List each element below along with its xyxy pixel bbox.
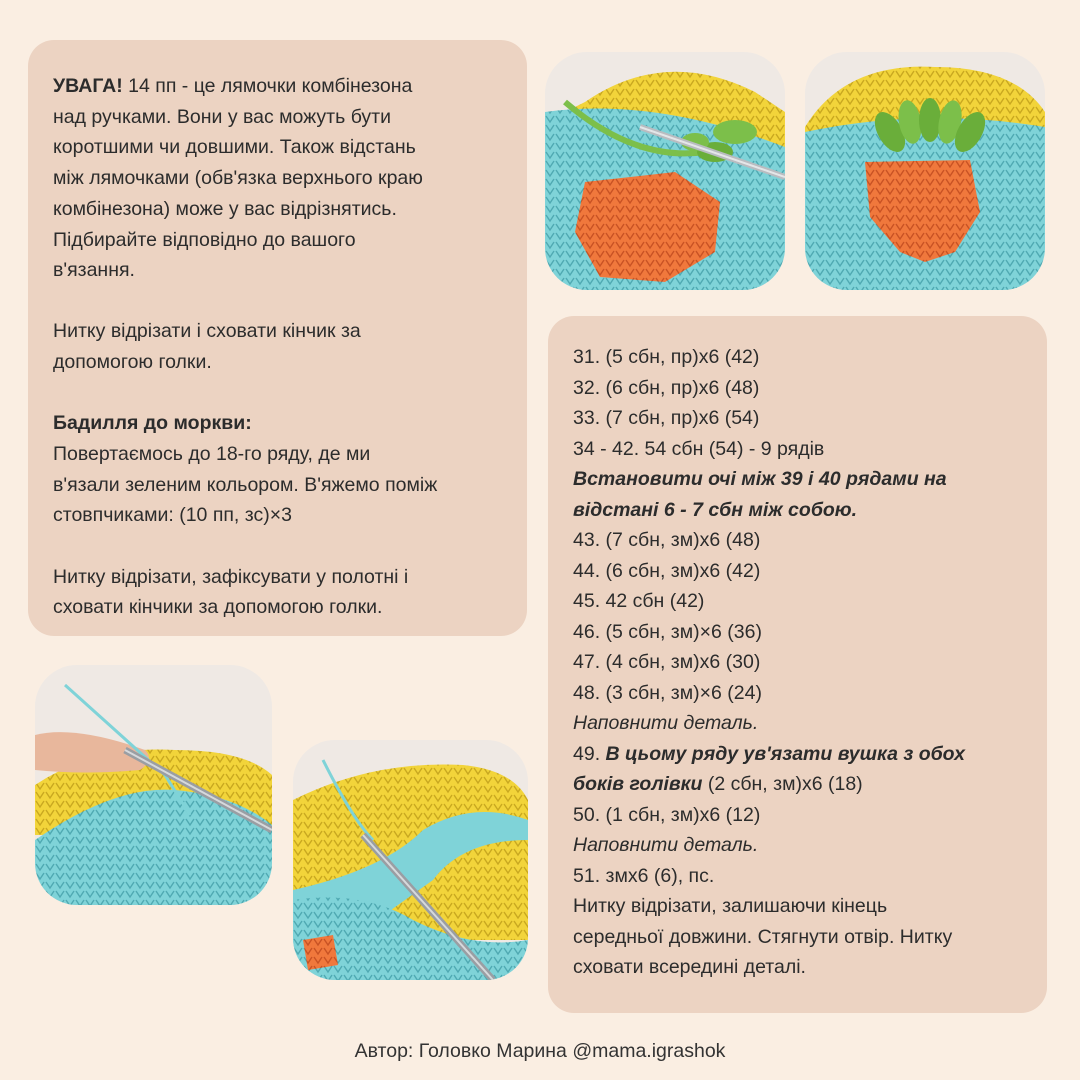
- row-line: 48. (3 сбн, зм)×6 (24): [573, 681, 762, 704]
- row-49-line: боків голівки (2 сбн, зм)х6 (18): [573, 773, 863, 795]
- author-credit: Автор: Головко Марина @mama.igrashok: [354, 1040, 726, 1062]
- row-line: 46. (5 сбн, зм)×6 (36): [573, 620, 762, 643]
- warning-line: в'язання.: [53, 259, 135, 282]
- row-line: 33. (7 сбн, пр)х6 (54): [573, 407, 760, 429]
- eyes-note: Встановити очі між 39 і 40 рядами на: [573, 468, 947, 490]
- photo-edging-finger: [35, 665, 272, 905]
- photo-carrot-tops-hook: [545, 52, 785, 290]
- crochet-photo: [35, 665, 272, 905]
- cut-thread-line: Нитку відрізати і сховати кінчик за: [53, 320, 361, 343]
- rows-instructions-card: [548, 316, 1047, 1013]
- row-line: 50. (1 сбн, зм)х6 (12): [573, 803, 761, 826]
- row-line: 31. (5 сбн, пр)х6 (42): [573, 346, 760, 368]
- row-line: 51. змх6 (6), пс.: [573, 864, 715, 887]
- left-instructions-card: [28, 40, 527, 636]
- stuff-note: Наповнити деталь.: [573, 834, 759, 856]
- carrot-tops-heading: Бадилля до моркви:: [53, 412, 252, 435]
- warning-label: УВАГА!: [53, 75, 123, 97]
- carrot-tops-line: стовпчиками: (10 пп, зс)×3: [53, 504, 292, 527]
- warning-line: між лямочками (обв'язка верхнього краю: [53, 167, 423, 190]
- crochet-photo: [293, 740, 528, 980]
- row-line: 32. (6 сбн, пр)х6 (48): [573, 376, 760, 399]
- end-line: середньої довжини. Стягнути отвір. Нитку: [573, 925, 953, 948]
- row-line: 47. (4 сбн, зм)х6 (30): [573, 651, 761, 673]
- row-line: 45. 42 сбн (42): [573, 590, 705, 612]
- end-line: Нитку відрізати, залишаючи кінець: [573, 895, 888, 917]
- crochet-photo: [545, 52, 785, 290]
- row-line: 43. (7 сбн, зм)х6 (48): [573, 529, 761, 551]
- carrot-tops-line: в'язали зеленим кольором. В'яжемо поміж: [53, 473, 438, 496]
- stuff-note: Наповнити деталь.: [573, 712, 759, 734]
- final-line: сховати кінчики за допомогою голки.: [53, 596, 383, 619]
- eyes-note: відстані 6 - 7 сбн між собою.: [573, 498, 858, 521]
- end-line: сховати всередині деталі.: [573, 956, 806, 978]
- carrot-tops-line: Повертаємось до 18-го ряду, де ми: [53, 443, 371, 466]
- photo-carrot-finished: [805, 52, 1045, 290]
- final-line: Нитку відрізати, зафіксувати у полотні і: [53, 565, 409, 588]
- warning-line: Підбирайте відповідно до вашого: [53, 228, 356, 251]
- cut-thread-line: допомогою голки.: [53, 351, 212, 374]
- crochet-photo: [805, 52, 1045, 290]
- warning-line: комбінезона) може у вас відрізнятись.: [53, 197, 397, 220]
- warning-line: над ручками. Вони у вас можуть бути: [53, 105, 392, 128]
- warning-line: УВАГА! 14 пп - це лямочки комбінезона: [53, 75, 413, 97]
- row-49-line: 49. В цьому ряду ув'язати вушка з обох: [573, 742, 965, 765]
- photo-edging-hook: [293, 740, 528, 980]
- warning-line: коротшими чи довшими. Також відстань: [53, 136, 416, 159]
- row-line: 34 - 42. 54 сбн (54) - 9 рядів: [573, 437, 825, 460]
- row-line: 44. (6 сбн, зм)х6 (42): [573, 559, 761, 582]
